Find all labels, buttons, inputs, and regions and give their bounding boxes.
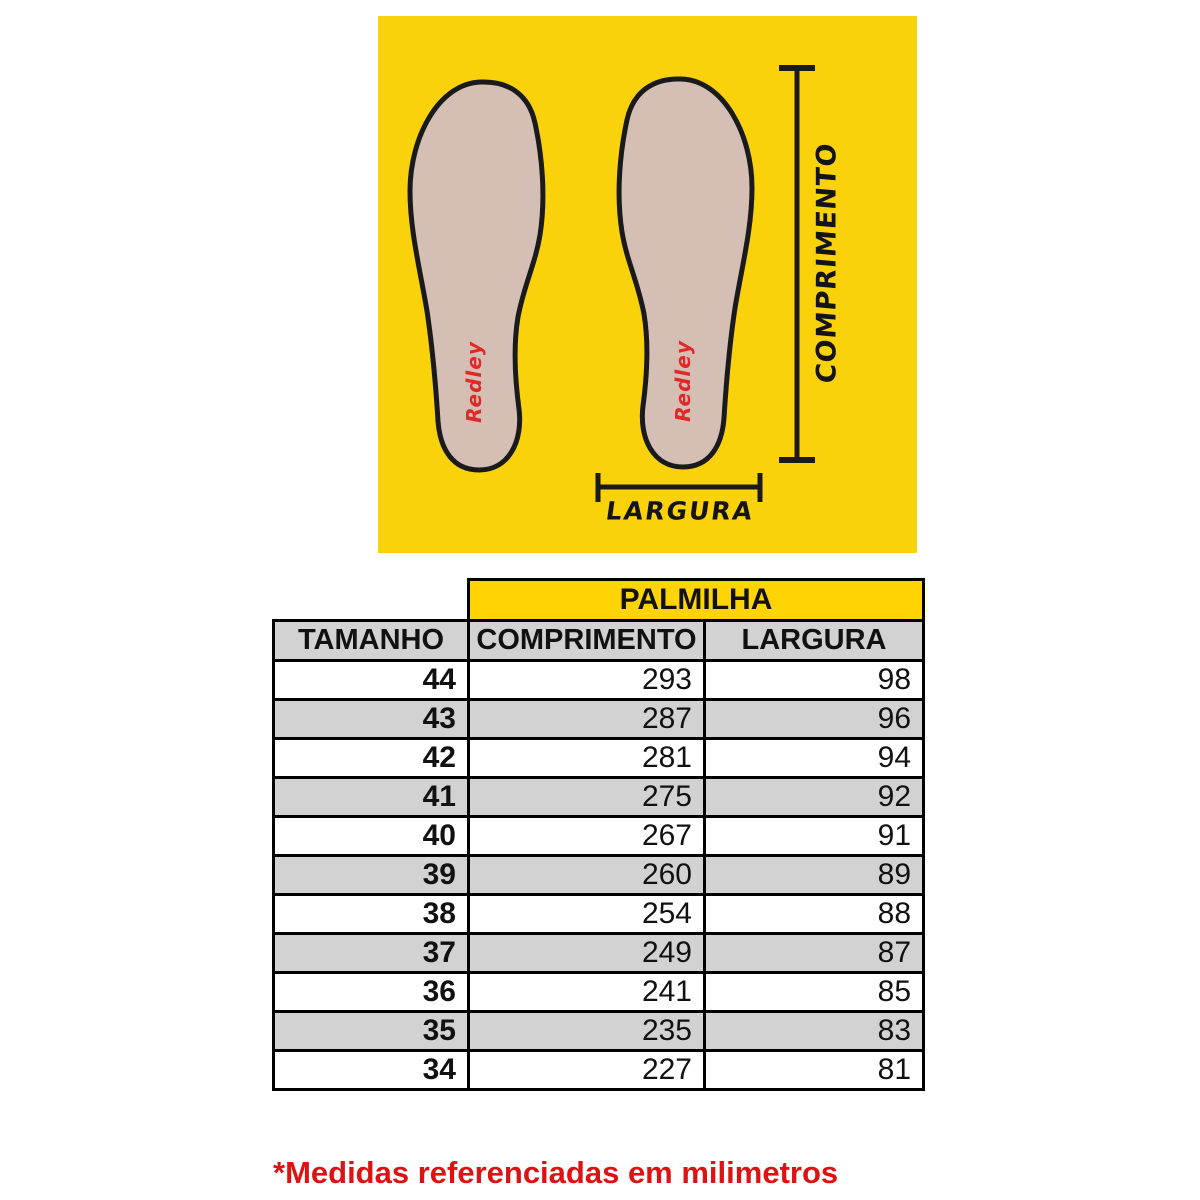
width-label: LARGURA — [603, 496, 757, 526]
table-row — [274, 778, 924, 817]
table-row — [274, 895, 924, 934]
length-measure-line — [779, 68, 815, 460]
table-row — [274, 739, 924, 778]
length-cell: 235 — [469, 1012, 705, 1051]
group-header-row — [274, 580, 924, 621]
table-row — [274, 661, 924, 700]
length-cell: 254 — [469, 895, 705, 934]
group-header-palmilha: PALMILHA — [469, 580, 924, 621]
size-cell: 35 — [274, 1012, 469, 1051]
table-row — [274, 1012, 924, 1051]
length-cell: 249 — [469, 934, 705, 973]
length-label: COMPRIMENTO — [811, 141, 843, 385]
width-cell: 92 — [705, 778, 924, 817]
size-cell: 37 — [274, 934, 469, 973]
width-cell: 83 — [705, 1012, 924, 1051]
length-cell: 287 — [469, 700, 705, 739]
length-cell: 275 — [469, 778, 705, 817]
size-cell: 34 — [274, 1051, 469, 1090]
measurement-footnote: *Medidas referenciadas em milimetros — [273, 1155, 839, 1190]
brand-logo-left: Redley — [462, 341, 486, 423]
width-cell: 89 — [705, 856, 924, 895]
column-header-comprimento: COMPRIMENTO — [469, 621, 705, 661]
size-cell: 44 — [274, 661, 469, 700]
brand-logo-right: Redley — [671, 340, 695, 422]
width-cell: 81 — [705, 1051, 924, 1090]
table-row — [274, 700, 924, 739]
size-cell: 43 — [274, 700, 469, 739]
width-cell: 94 — [705, 739, 924, 778]
column-header-largura: LARGURA — [705, 621, 924, 661]
table-row — [274, 856, 924, 895]
size-cell: 36 — [274, 973, 469, 1012]
length-cell: 267 — [469, 817, 705, 856]
measurement-diagram — [378, 16, 917, 553]
size-cell: 39 — [274, 856, 469, 895]
table-row — [274, 817, 924, 856]
empty-cell — [274, 580, 469, 621]
width-cell: 85 — [705, 973, 924, 1012]
size-table — [272, 578, 925, 1091]
size-cell: 41 — [274, 778, 469, 817]
length-cell: 241 — [469, 973, 705, 1012]
size-cell: 40 — [274, 817, 469, 856]
length-cell: 293 — [469, 661, 705, 700]
size-cell: 38 — [274, 895, 469, 934]
width-cell: 91 — [705, 817, 924, 856]
width-cell: 96 — [705, 700, 924, 739]
width-cell: 87 — [705, 934, 924, 973]
width-cell: 88 — [705, 895, 924, 934]
length-cell: 227 — [469, 1051, 705, 1090]
table-row — [274, 973, 924, 1012]
length-cell: 260 — [469, 856, 705, 895]
table-row — [274, 1051, 924, 1090]
size-cell: 42 — [274, 739, 469, 778]
table-row — [274, 934, 924, 973]
column-header-row — [274, 621, 924, 661]
column-header-tamanho: TAMANHO — [274, 621, 469, 661]
width-cell: 98 — [705, 661, 924, 700]
length-cell: 281 — [469, 739, 705, 778]
